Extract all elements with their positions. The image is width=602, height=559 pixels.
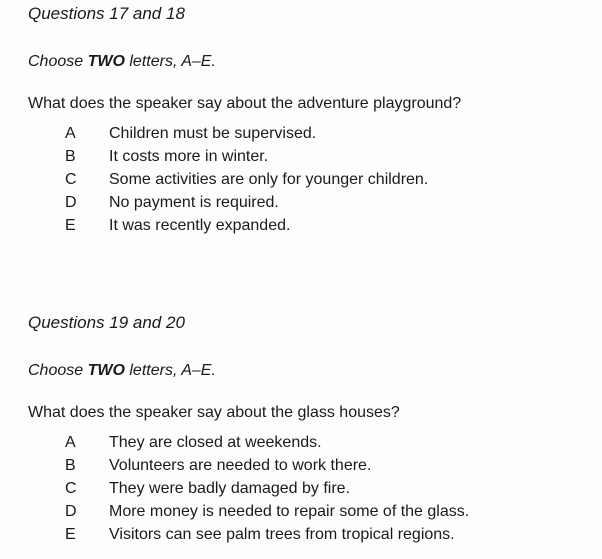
option-b	[28, 145, 588, 168]
option-e	[28, 214, 588, 237]
instruction-bold: TWO	[87, 53, 125, 70]
instruction-suffix: letters, A–E.	[124, 362, 216, 379]
option-text: It was recently expanded.	[109, 217, 291, 234]
instruction-bold: TWO	[87, 362, 125, 379]
question-text: What does the speaker say about the glass houses?	[28, 404, 400, 421]
section-instruction	[28, 52, 588, 72]
option-text: Volunteers are needed to work there.	[109, 457, 372, 474]
instruction-prefix: Choose	[28, 362, 88, 379]
option-text: More money is needed to repair some of the glass.	[109, 503, 470, 520]
option-e	[28, 523, 588, 546]
instruction-suffix: letters, A–E.	[124, 53, 216, 70]
option-text: It costs more in winter.	[109, 148, 269, 165]
option-letter: C	[65, 480, 77, 497]
question-section-19-20	[28, 313, 588, 546]
option-letter: A	[65, 434, 76, 451]
option-c	[28, 168, 588, 191]
option-text: Some activities are only for younger children.	[109, 171, 429, 188]
option-text: They were badly damaged by fire.	[109, 480, 351, 497]
option-letter: C	[65, 171, 77, 188]
option-letter: B	[65, 148, 76, 165]
option-text: No payment is required.	[109, 194, 279, 211]
question-section-17-18	[28, 4, 588, 237]
option-d	[28, 500, 588, 523]
option-letter: E	[65, 526, 76, 543]
option-letter: B	[65, 457, 76, 474]
option-b	[28, 454, 588, 477]
section-instruction	[28, 361, 588, 381]
question-text: What does the speaker say about the adventure playground?	[28, 95, 462, 112]
option-a	[28, 122, 588, 145]
option-letter: E	[65, 217, 76, 234]
option-text: They are closed at weekends.	[109, 434, 322, 451]
option-text: Visitors can see palm trees from tropical regions.	[109, 526, 455, 543]
option-a	[28, 431, 588, 454]
option-letter: A	[65, 125, 76, 142]
option-list	[28, 122, 588, 237]
option-c	[28, 477, 588, 500]
option-list	[28, 431, 588, 546]
option-letter: D	[65, 503, 77, 520]
option-text: Children must be supervised.	[109, 125, 317, 142]
instruction-prefix: Choose	[28, 53, 88, 70]
section-heading: Questions 19 and 20	[28, 313, 185, 332]
section-heading: Questions 17 and 18	[28, 4, 185, 23]
option-letter: D	[65, 194, 77, 211]
option-d	[28, 191, 588, 214]
